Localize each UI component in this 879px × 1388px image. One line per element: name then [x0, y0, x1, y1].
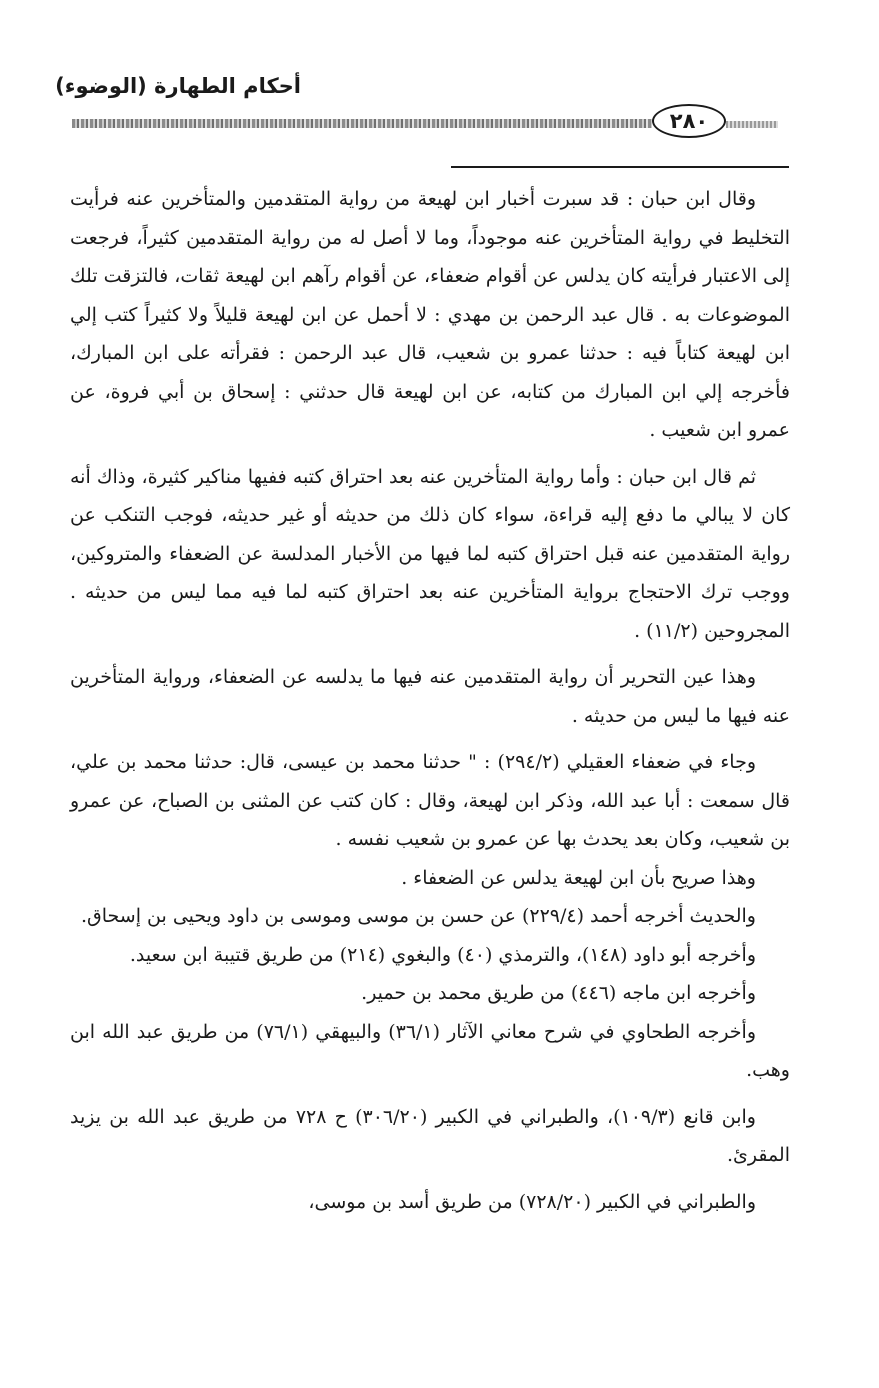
paragraph-uqayli: وجاء في ضعفاء العقيلي (٢٩٤/٢) : " حدثنا محمد بن عيسى، قال: حدثنا محمد بن علي، قال سمعت : أبا عبد الله، وذكر ابن لهيعة، وقال : كان كتب عن المثنى بن الصباح، عن عمرو بن شعيب، وكان بعد يحدث بها عن عمرو بن شعيب نفسه . [70, 751, 790, 850]
page-number: ٢٨٠ [652, 104, 726, 138]
paragraph-ahmad: والحديث أخرجه أحمد (٢٢٩/٤) عن حسن بن موسى وموسى بن داود ويحيى بن إسحاق. [80, 905, 756, 927]
running-header-title: أحكام الطهارة (الوضوء) [55, 74, 301, 98]
paragraph-tahrir: وهذا عين التحرير أن رواية المتقدمين عنه فيها ما يدلسه عن الضعفاء، ورواية المتأخرين عنه فيها ما ليس من حديثه . [70, 666, 790, 727]
section-divider [451, 166, 789, 168]
paragraph-tadlis: وهذا صريح بأن ابن لهيعة يدلس عن الضعفاء . [401, 866, 756, 889]
paragraph-ibn-qani: وابن قانع (١٠٩/٣)، والطبراني في الكبير (٣٠٦/٢٠) ح ٧٢٨ من طريق عبد الله بن يزيد المقرئ. [70, 1105, 790, 1166]
body-text [70, 180, 790, 1229]
paragraph-ibn-hibban-2: ثم قال ابن حبان : وأما رواية المتأخرين عنه بعد احتراق كتبه ففيها مناكير كثيرة، وذاك أنه كان لا يبالي ما دفع إليه قراءة، سواء كان ذلك من حديثه أو غير حديثه، فوجب التنكب عن رواية المتقدمين عنه قبل احتراق كتبه لما فيها من الأخبار المدلسة عن الضعفاء والمتروكين، ووجب ترك الاحتجاج برواية المتأخرين عنه بعد احتراق كتبه لما فيه مما ليس من حديثه . المجروحين (١١/٢) . [70, 465, 790, 642]
header-rule [72, 119, 652, 128]
paragraph-tahawi: وأخرجه الطحاوي في شرح معاني الآثار (٣٦/١) والبيهقي (٧٦/١) من طريق عبد الله ابن وهب. [70, 1020, 790, 1081]
paragraph-abu-dawud: وأخرجه أبو داود (١٤٨)، والترمذي (٤٠) والبغوي (٢١٤) من طريق قتيبة ابن سعيد. [129, 943, 756, 966]
paragraph-ibn-hibban-1: وقال ابن حبان : قد سبرت أخبار ابن لهيعة من رواية المتقدمين والمتأخرين عنه فرأيت التخليط في رواية المتأخرين عنه موجوداً، وما لا أصل له من رواية المتقدمين كثيراً، فرجعت إلى الاعتبار فرأيته كان يدلس عن أقوام ضعفاء، عن أقوام رآهم ابن لهيعة ثقات، فالتزقت تلك الموضوعات به . قال عبد الرحمن بن مهدي : لا أحمل عن ابن لهيعة قليلاً ولا كثيراً كتب إلي ابن لهيعة كتاباً فيه : حدثنا عمرو بن شعيب، قال عبد الرحمن : فقرأته على ابن المبارك، فأخرجه إلي ابن المبارك من كتابه، عن ابن لهيعة قال حدثني : إسحاق بن أبي فروة، عن عمرو ابن شعيب . [70, 188, 790, 441]
header-rule-right [726, 121, 778, 128]
paragraph-ibn-majah: وأخرجه ابن ماجه (٤٤٦) من طريق محمد بن حمير. [361, 982, 756, 1004]
paragraph-tabarani: والطبراني في الكبير (٧٢٨/٢٠) من طريق أسد بن موسى، [308, 1190, 756, 1213]
